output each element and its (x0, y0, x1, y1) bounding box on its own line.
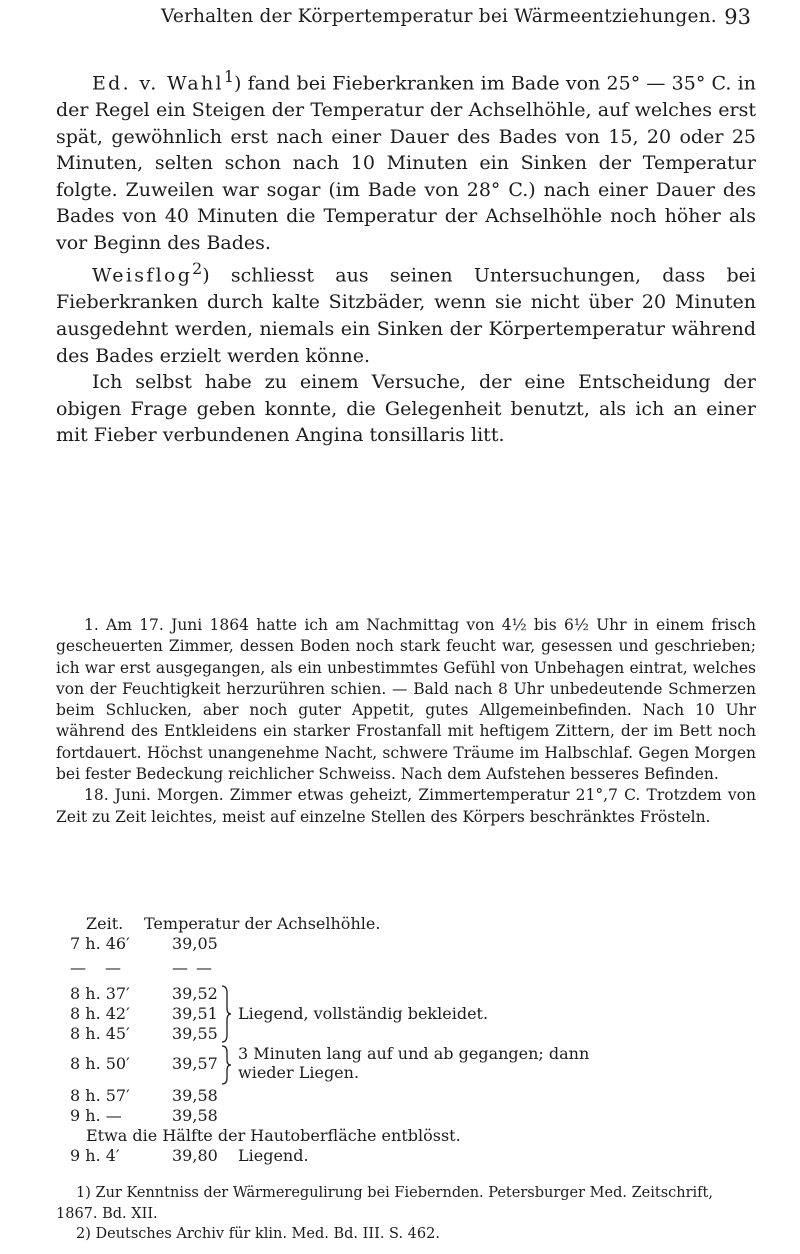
time-cell: 8 h. 42′ (70, 1004, 130, 1023)
paragraph-own-experiment: Ich selbst habe zu einem Versuche, der eine Entscheidung der obigen Frage geben konnte, die Gelegenheit benutzt, als ich an einer mit Fieber verbundenen Angina tonsillaris litt. (56, 371, 756, 447)
footnote-ref-1: 1 (223, 67, 234, 86)
time-cell: 8 h. 37′ (70, 984, 130, 1003)
note-lying-dressed: Liegend, vollständig bekleidet. (238, 1004, 489, 1023)
author-name-weisflog: Weisflog (92, 264, 193, 287)
time-cell: 8 h. 57′ (70, 1086, 130, 1105)
note-lying-again: wieder Liegen. (238, 1063, 360, 1082)
time-cell: 9 h. — (70, 1106, 122, 1125)
dash: — (196, 958, 212, 977)
time-cell: 9 h. 4′ (70, 1146, 120, 1165)
temperature-cell: 39,57 (172, 1054, 218, 1073)
protocol-june-18: 18. Juni. Morgen. Zimmer etwas geheizt, Zimmertemperatur 21°,7 C. Trotzdem von Zeit zu Zeit leichtes, meist auf einzelne Stellen des Körpers beschränktes Frösteln. (56, 786, 756, 826)
protocol-june-17: 1. Am 17. Juni 1864 hatte ich am Nachmittag von 4½ bis 6½ Uhr in einem frisch gescheuerten Zimmer, dessen Boden noch stark feucht war, gesessen und geschrieben; ich war erst ausgegangen, als ein unbestimmtes Gefühl von Unbehagen eintrat, welches von der Feuchtigkeit herzurühren schien. — Bald nach 8 Uhr unbedeutende Schmerzen beim Schlucken, aber noch guter Appetit, gutes Allgemeinbefinden. Nach 10 Uhr während des Entkleidens ein starker Frostanfall mit heftigem Zittern, der im Bett noch fortdauert. Höchst unangenehme Nacht, schwere Träume im Halbschlaf. Gegen Morgen bei fester Bedeckung reichlicher Schweiss. Nach dem Aufstehen besseres Befinden. (56, 616, 756, 784)
case-protocol (56, 615, 756, 828)
paragraph-text: ) schliesst aus seinen Untersuchungen, dass bei Fieberkranken durch kalte Sitzbäder, wenn sie nicht über 20 Minuten ausgedehnt werden, niemals ein Sinken der Körpertemperatur während des Bades erzielt werden könne. (56, 264, 756, 367)
page-number: 93 (724, 5, 751, 29)
footnote-2: 2) Deutsches Archiv für klin. Med. Bd. III. S. 462. (76, 1226, 440, 1242)
running-title: Verhalten der Körpertemperatur bei Wärmeentziehungen. (161, 6, 717, 27)
temperature-cell: 39,58 (172, 1106, 218, 1125)
temperature-cell: 39,51 (172, 1004, 218, 1023)
footnote-ref-2: 2 (192, 259, 203, 279)
dash: — (105, 958, 121, 977)
paragraph-text: ) fand bei Fieberkranken im Bade von 25° — 35° C. in der Regel ein Steigen der Temperatur der Achselhöhle, auf welches erst spät, gewöhnlich erst nach einer Dauer des Bades von 15, 20 oder 25 Minuten, selten schon nach 10 Minuten ein Sinken der Temperatur folgte. Zuweilen war sogar (im Bade von 28° C.) nach einer Dauer des Bades von 40 Minuten die Temperatur der Achselhöhle noch höher als vor Beginn des Bades. (56, 72, 756, 254)
note-skin-exposed: Etwa die Hälfte der Hautoberfläche entblösst. (86, 1126, 461, 1145)
note-walked: 3 Minuten lang auf und ab gegangen; dann (238, 1044, 590, 1063)
dash: — (70, 958, 86, 977)
time-cell: 8 h. 45′ (70, 1024, 130, 1043)
header-time: Zeit. (86, 914, 124, 933)
temperature-cell: 39,55 (172, 1024, 218, 1043)
temperature-cell: 39,80 (172, 1146, 218, 1165)
note-lying: Liegend. (238, 1146, 309, 1165)
paragraph-wahl (56, 64, 756, 256)
right-brace-icon (220, 985, 232, 1043)
right-brace-icon (220, 1045, 232, 1085)
author-name-wahl: Ed. v. Wahl (92, 72, 224, 95)
body-text (56, 64, 756, 449)
temperature-cell: 39,58 (172, 1086, 218, 1105)
footnotes (56, 1183, 756, 1245)
temperature-cell: 39,05 (172, 934, 218, 953)
running-head (161, 6, 751, 36)
dash: — (172, 958, 188, 977)
paragraph-weisflog (56, 256, 756, 369)
footnote-1: 1) Zur Kenntniss der Wärmeregulirung bei Fiebernden. Petersburger Med. Zeitschrift, 1867. Bd. XII. (56, 1185, 713, 1222)
time-cell: 7 h. 46′ (70, 934, 130, 953)
header-temperature: Temperatur der Achselhöhle. (144, 914, 381, 933)
temperature-cell: 39,52 (172, 984, 218, 1003)
time-cell: 8 h. 50′ (70, 1054, 130, 1073)
